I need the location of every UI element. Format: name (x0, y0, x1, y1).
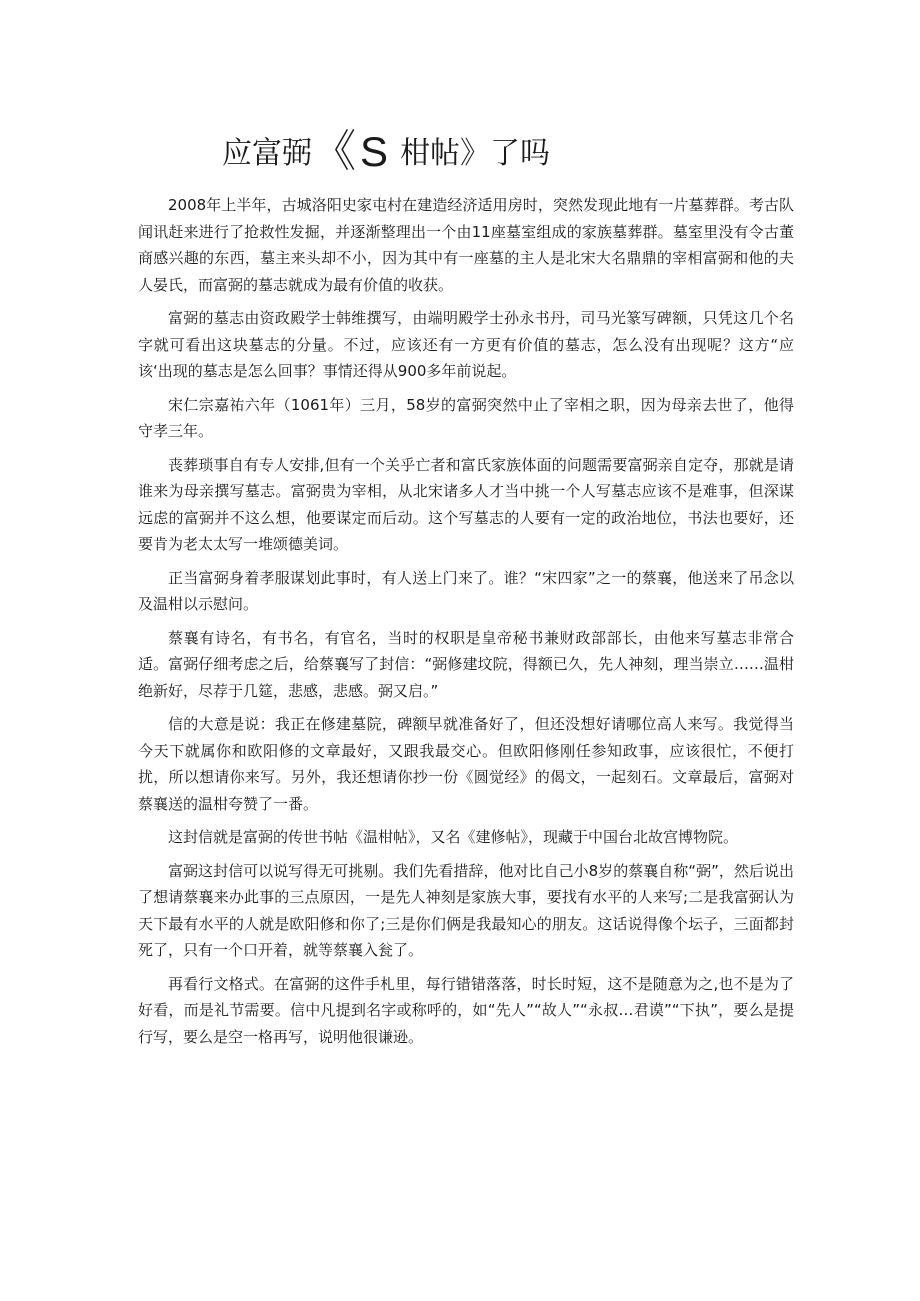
paragraph-2: 富弼的墓志由资政殿学士韩维撰写，由端明殿学士孙永书丹，司马光篆写碑额，只凭这几个名字就可看出这块墓志的分量。不过，应该还有一方更有价值的墓志，怎么没有出现呢？这方“应该‘出现的墓志是怎么回事？事情还得从900多年前说起。 (138, 309, 794, 380)
paragraph-10: 再看行文格式。在富弼的这件手札里，每行错错落落，时长时短，这不是随意为之,也不是为了好看，而是礼节需要。信中凡提到名字或称呼的，如“先人”“故人”“永叔…君谟”“下执”，要么是提行写，要么是空一格再写，说明他很谦逊。 (138, 974, 794, 1046)
page-title (222, 126, 551, 177)
article-body (138, 192, 794, 1057)
paragraph-3: 宋仁宗嘉祐六年（1061年）三月，58岁的富弼突然中止了宰相之职，因为母亲去世了，他得守孝三年。 (138, 395, 794, 440)
paragraph-4: 丧葬琐事自有专人安排,但有一个关乎亡者和富氏家族体面的问题需要富弼亲自定夺，那就是请谁来为母亲撰写墓志。富弼贵为宰相，从北宋诸多人才当中挑一个人写墓志应该不是难事，但深谋远虑的富弼并不这么想，他要谋定而后动。这个写墓志的人要有一定的政治地位，书法也要好，还要肯为老太太写一堆颂德美词。 (138, 455, 794, 553)
paragraph-6: 蔡襄有诗名，有书名，有官名，当时的权职是皇帝秘书兼财政部部长，由他来写墓志非常合适。富弼仔细考虑之后，给蔡襄写了封信：“弼修建坟院，得额已久，先人神刻，理当崇立……温柑绝新好，尽荐于几筵，悲感，悲感。弼又启。” (138, 628, 794, 700)
paragraph-1: 2008年上半年，古城洛阳史家屯村在建造经济适用房时，突然发现此地有一片墓葬群。考古队闻讯赶来进行了抢救性发掘，并逐渐整理出一个由11座墓室组成的家族墓葬群。墓室里没有令古董商感兴趣的东西，墓主来头却不小，因为其中有一座墓的主人是北宋大名鼎鼎的宰相富弼和他的夫人晏氏，而富弼的墓志就成为最有价值的收获。 (138, 196, 794, 294)
title-part-4: 柑帖》了吗 (400, 136, 551, 171)
title-garbled-letter: S (360, 128, 389, 175)
title-part-1: 应富弼 (222, 136, 312, 171)
paragraph-7: 信的大意是说：我正在修建墓院，碑额早就准备好了，但还没想好请哪位高人来写。我觉得当今天下就属你和欧阳修的文章最好，又跟我最交心。但欧阳修刚任参知政事，应该很忙，不便打扰，所以想请你来写。另外，我还想请你抄一份《圆觉经》的偈文，一起刻石。文章最后，富弼对蔡襄送的温柑夸赞了一番。 (138, 715, 794, 813)
paragraph-9: 富弼这封信可以说写得无可挑剔。我们先看措辞，他对比自己小8岁的蔡襄自称“弼”，然后说出了想请蔡襄来办此事的三点原因，一是先人神刻是家族大事，要找有水平的人来写;二是我富弼认为天下最有水平的人就是欧阳修和你了;三是你们俩是我最知心的朋友。这话说得像个坛子，三面都封死了，只有一个口开着，就等蔡襄入瓮了。 (138, 861, 794, 959)
paragraph-8: 这封信就是富弼的传世书帖《温柑帖》，又名《建修帖》，现藏于中国台北故宫博物院。 (168, 828, 739, 846)
title-open-quote: 《 (312, 126, 354, 177)
paragraph-5: 正当富弼身着孝服谋划此事时，有人送上门来了。谁？“宋四家”之一的蔡襄，他送来了吊念以及温柑以示慰问。 (138, 568, 794, 613)
